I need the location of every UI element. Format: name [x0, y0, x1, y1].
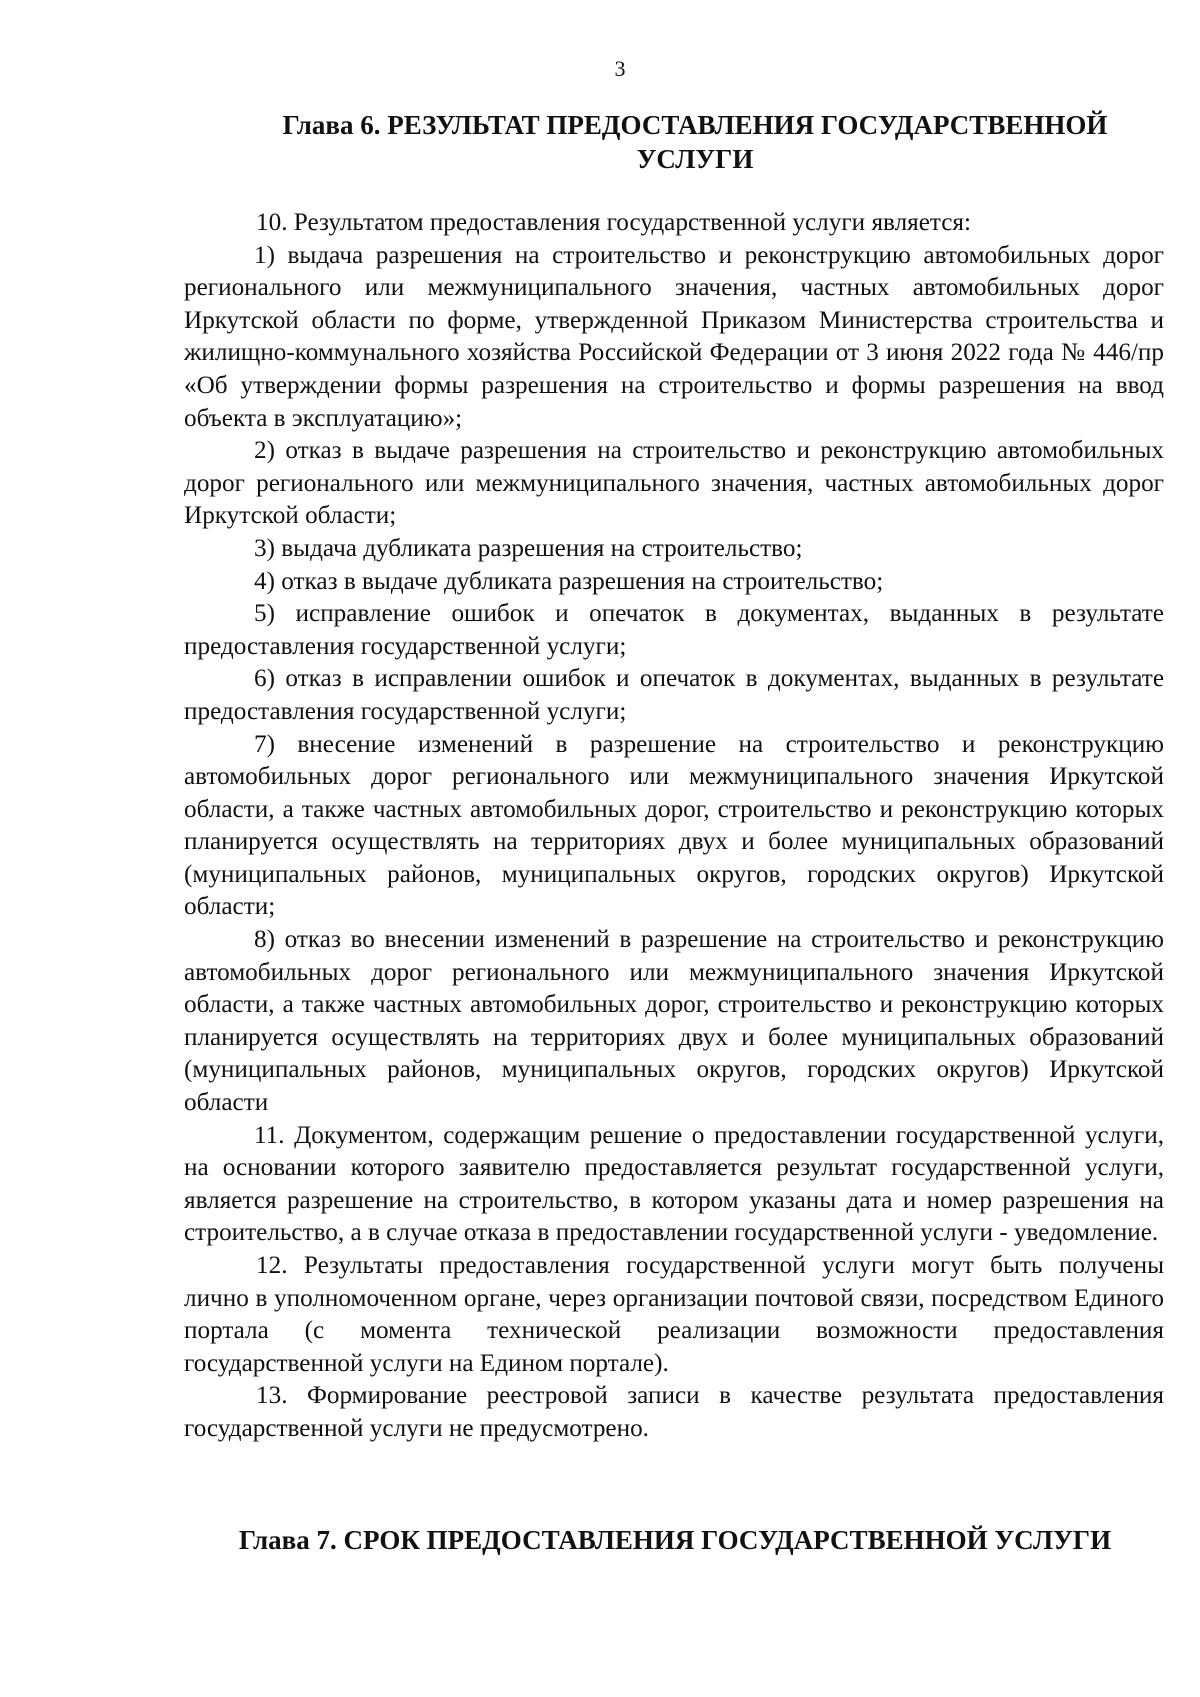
chapter-6-title-line-1: Глава 6. РЕЗУЛЬТАТ ПРЕДОСТАВЛЕНИЯ ГОСУДАРСТВЕННОЙ: [282, 110, 1108, 140]
list-item-8: 8) отказ во внесении изменений в разрешение на строительство и реконструкцию автомобильных дорог регионального или межмуниципального значения Иркутской области, а также частных автомобильных дорог, строительство и реконструкцию которых планируется осуществлять на территориях двух и более муниципальных образований (муниципальных районов, муниципальных округов, городских округов) Иркутской области: [184, 926, 1164, 1117]
list-item-7: 7) внесение изменений в разрешение на строительство и реконструкцию автомобильных дорог регионального или межмуниципального значения Иркутской области, а также частных автомобильных дорог, строительство и реконструкцию которых планируется осуществлять на территориях двух и более муниципальных образований (муниципальных районов, муниципальных округов, городских округов) Иркутской области;: [184, 730, 1164, 921]
paragraph-13: 13. Формирование реестровой записи в качестве результата предоставления государственной услуги не предусмотрено.: [184, 1382, 1164, 1442]
chapter-7-title: Глава 7. СРОК ПРЕДОСТАВЛЕНИЯ ГОСУДАРСТВЕННОЙ УСЛУГИ: [238, 1525, 1112, 1555]
page-number: 3: [614, 56, 626, 81]
list-item-6: 6) отказ в исправлении ошибок и опечаток в документах, выданных в результате предоставления государственной услуги;: [184, 665, 1164, 725]
list-item-4: 4) отказ в выдаче дубликата разрешения на строительство;: [254, 567, 884, 595]
chapter-6-body: [184, 207, 1164, 1446]
list-item-1: 1) выдача разрешения на строительство и реконструкцию автомобильных дорог регионального или межмуниципального значения, частных автомобильных дорог Иркутской области по форме, утвержденной Приказом Министерства строительства и жилищно-коммунального хозяйства Российской Федерации от 3 июня 2022 года № 446/пр «Об утверждении формы разрешения на строительство и формы разрешения на ввод объекта в эксплуатацию»;: [184, 241, 1164, 432]
paragraph-12: 12. Результаты предоставления государственной услуги могут быть получены лично в уполномоченном органе, через организации почтовой связи, посредством Единого портала (с момента технической реализации возможности предоставления государственной услуги на Едином портале).: [184, 1252, 1164, 1377]
paragraph-10: 10. Результатом предоставления государственной услуги является:: [256, 209, 971, 236]
list-item-3: 3) выдача дубликата разрешения на строительство;: [254, 534, 803, 562]
chapter-6-title-line-2: УСЛУГИ: [636, 144, 754, 174]
list-item-2: 2) отказ в выдаче разрешения на строительство и реконструкцию автомобильных дорог регионального или межмуниципального значения, частных автомобильных дорог Иркутской области;: [184, 437, 1164, 530]
paragraph-11: 11. Документом, содержащим решение о предоставлении государственной услуги, на основании которого заявителю предоставляется результат государственной услуги, является разрешение на строительство, в котором указаны дата и номер разрешения на строительство, а в случае отказа в предоставлении государственной услуги - уведомление.: [184, 1121, 1164, 1247]
list-item-5: 5) исправление ошибок и опечаток в документах, выданных в результате предоставления государственной услуги;: [184, 600, 1164, 660]
chapter-6-title: [225, 108, 1165, 176]
